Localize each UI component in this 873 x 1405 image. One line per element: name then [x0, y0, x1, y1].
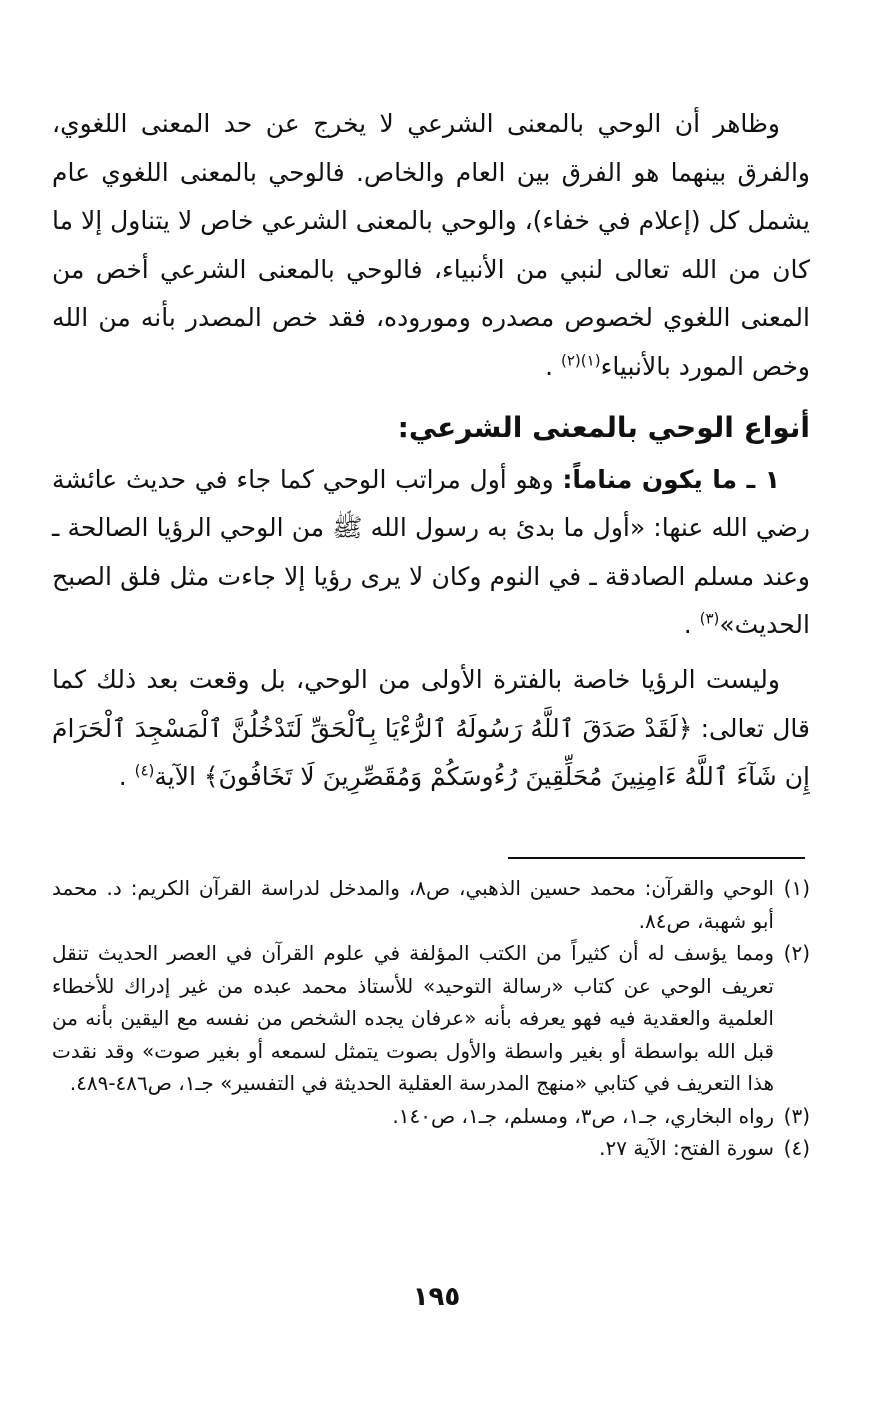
- footnote-number: (١): [783, 876, 810, 900]
- main-text: [52, 100, 810, 802]
- footnote-text: ومما يؤسف له أن كثيراً من الكتب المؤلفة في علوم القرآن في العصر الحديث تنقل تعريف الوحي عن كتاب «رسالة التوحيد» للأستاذ محمد عبده من غير إدراك للأخطاء العلمية والعقدية فيه فهو يعرفه بأنه «عرفان يجده الشخص من نفسه مع اليقين بأنه من قبل الله بواسطة أو بغير واسطة والأول بصوت يتمثل لسمعه أو بغير صوت» وقد نقدت هذا التعريف في كتابي «منهج المدرسة العقلية الحديثة في التفسير» جـ١، ص٤٨٦-٤٨٩.: [52, 941, 774, 1095]
- footnote-text: رواه البخاري، جـ١، ص٣، ومسلم، جـ١، ص١٤٠.: [392, 1103, 774, 1128]
- footnote: [52, 872, 810, 937]
- footnotes: [52, 872, 810, 1165]
- footnote: [52, 937, 810, 1100]
- section-heading: أنواع الوحي بالمعنى الشرعي:: [397, 410, 810, 444]
- footnote: [52, 1132, 810, 1165]
- item-lead: ١ ـ ما يكون مناماً:: [562, 464, 780, 494]
- footnote-ref: (٣): [699, 610, 720, 629]
- footnote-ref: (٤): [134, 761, 155, 780]
- footnote-number: (٣): [783, 1103, 810, 1128]
- footnote-number: (٤): [783, 1136, 810, 1160]
- paragraph-dream: [52, 456, 810, 650]
- footnote-text: سورة الفتح: الآية ٢٧.: [599, 1136, 774, 1160]
- paragraph-definition-text: وظاهر أن الوحي بالمعنى الشرعي لا يخرج عن حد المعنى اللغوي، والفرق بينهما هو الفرق بين العام والخاص. فالوحي بالمعنى اللغوي عام يشمل كل (إعلام في خفاء)، والوحي بالمعنى الشرعي خاص لا يتناول إلا ما كان من الله تعالى لنبي من الأنبياء، فالوحي بالمعنى الشرعي أخص من المعنى اللغوي لخصوص مصدره وموروده، فقد خص المصدر بأنه من الله وخص المورد بالأنبياء: [52, 109, 810, 381]
- paragraph-end: .: [683, 610, 692, 640]
- paragraph-quran-text: وليست الرؤيا خاصة بالفترة الأولى من الوحي، بل وقعت بعد ذلك كما قال تعالى: ﴿لَقَدْ صَدَقَ ٱللَّهُ رَسُولَهُ ٱلرُّءْيَا بِٱلْحَقِّ لَتَدْخُلُنَّ ٱلْمَسْجِدَ ٱلْحَرَامَ إِن شَآءَ ٱللَّهُ ءَامِنِينَ مُحَلِّقِينَ رُءُوسَكُمْ وَمُقَصِّرِينَ لَا تَخَافُونَ﴾ الآية: [52, 664, 810, 792]
- page-number: ١٩٥: [412, 1282, 461, 1312]
- footnote-ref: (١)(٢): [561, 351, 601, 370]
- paragraph-end: .: [545, 351, 554, 381]
- paragraph-definition: [52, 100, 810, 392]
- paragraph-quran: [52, 656, 810, 802]
- footnote: [52, 1100, 810, 1133]
- paragraph-dream-text: وهو أول مراتب الوحي كما جاء في حديث عائشة رضي الله عنها: «أول ما بدئ به رسول الله ﷺ من الوحي الرؤيا الصالحة ـ وعند مسلم الصادقة ـ في النوم وكان لا يرى رؤيا إلا جاءت مثل فلق الصبح الحديث»: [52, 464, 810, 640]
- footnote-divider: [508, 857, 805, 859]
- footnote-text: الوحي والقرآن: محمد حسين الذهبي، ص٨، والمدخل لدراسة القرآن الكريم: د. محمد أبو شهبة، ص٨٤.: [52, 876, 774, 933]
- paragraph-end: .: [118, 762, 127, 792]
- footnote-number: (٢): [783, 941, 810, 965]
